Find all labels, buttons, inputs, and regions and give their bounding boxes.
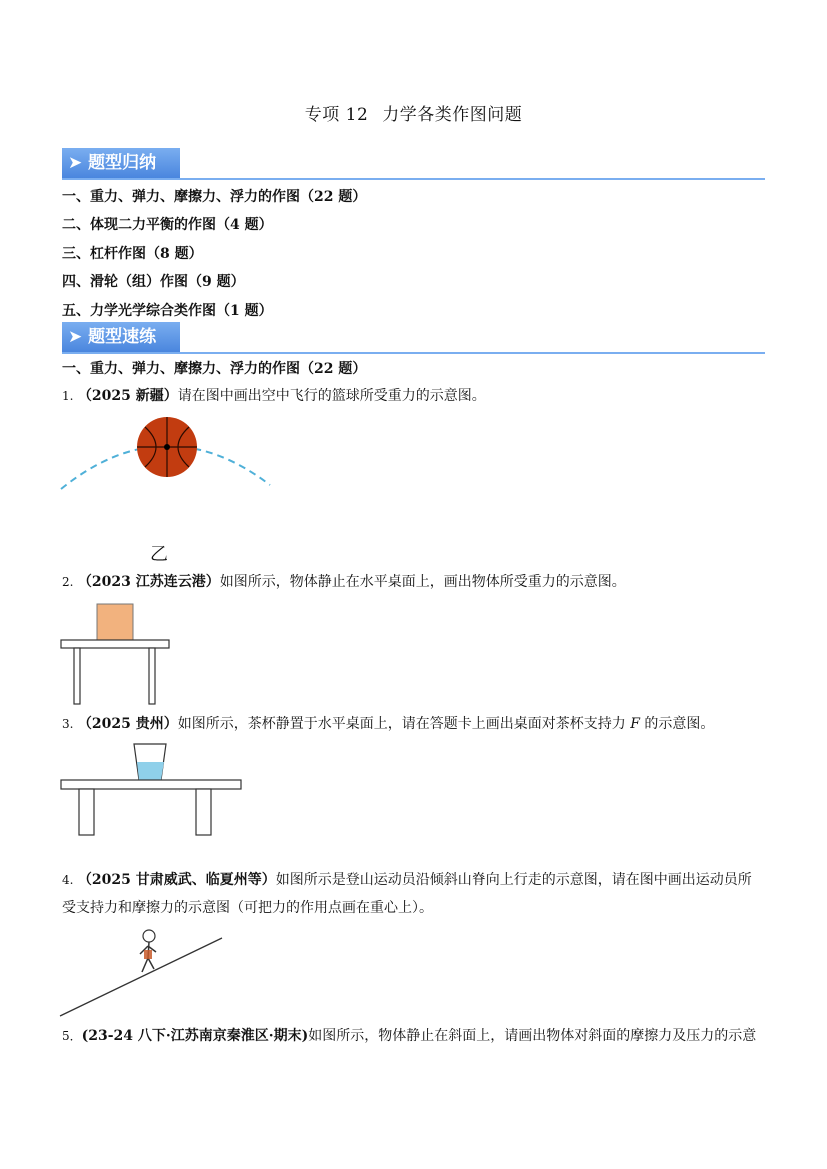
section-rule <box>62 352 765 354</box>
section-tab-summary: ➤ 题型归纳 <box>62 148 180 178</box>
outline-item: 一、重力、弹力、摩擦力、浮力的作图（22 题） <box>62 189 367 205</box>
question-3: 3. （2025 贵州）如图所示，茶杯静置于水平桌面上，请在答题卡上画出桌面对茶杯支持力 F 的示意图。 <box>62 716 715 732</box>
page-title <box>0 100 827 125</box>
outline-item: 四、滑轮（组）作图（9 题） <box>62 274 245 290</box>
title-number: 专项 12 <box>304 105 369 125</box>
section-tab-practice: ➤ 题型速练 <box>62 322 180 352</box>
section-header-summary <box>62 148 765 182</box>
table-block-figure <box>60 600 172 706</box>
question-4: 4. （2025 甘肃威武、临夏州等）如图所示是登山运动员沿倾斜山脊向上行走的示意图，请在图中画出运动员所 受支持力和摩擦力的示意图（可把力的作用点画在重心上）。 <box>62 872 752 916</box>
climber-slope-figure <box>60 928 226 1020</box>
question-2: 2. （2023 江苏连云港）如图所示，物体静止在水平桌面上，画出物体所受重力的示意图。 <box>62 574 626 590</box>
arrow-icon: ➤ <box>68 153 89 173</box>
arrow-icon: ➤ <box>68 327 89 347</box>
section-header-practice <box>62 322 765 356</box>
outline-item: 三、杠杆作图（8 题） <box>62 246 203 262</box>
practice-heading: 一、重力、弹力、摩擦力、浮力的作图（22 题） <box>62 361 367 377</box>
basketball-figure <box>55 415 285 505</box>
title-text: 力学各类作图问题 <box>382 105 523 125</box>
section-rule <box>62 178 765 180</box>
outline-item: 二、体现二力平衡的作图（4 题） <box>62 217 273 233</box>
teacup-table-figure <box>60 742 244 838</box>
figure-label: 乙 <box>150 544 168 565</box>
question-1: 1. （2025 新疆）请在图中画出空中飞行的篮球所受重力的示意图。 <box>62 388 486 404</box>
outline-item: 五、力学光学综合类作图（1 题） <box>62 303 273 319</box>
question-5: 5．(23-24 八下·江苏南京秦淮区·期末)如图所示，物体静止在斜面上，请画出物体对斜面的摩擦力及压力的示意 <box>62 1028 757 1044</box>
